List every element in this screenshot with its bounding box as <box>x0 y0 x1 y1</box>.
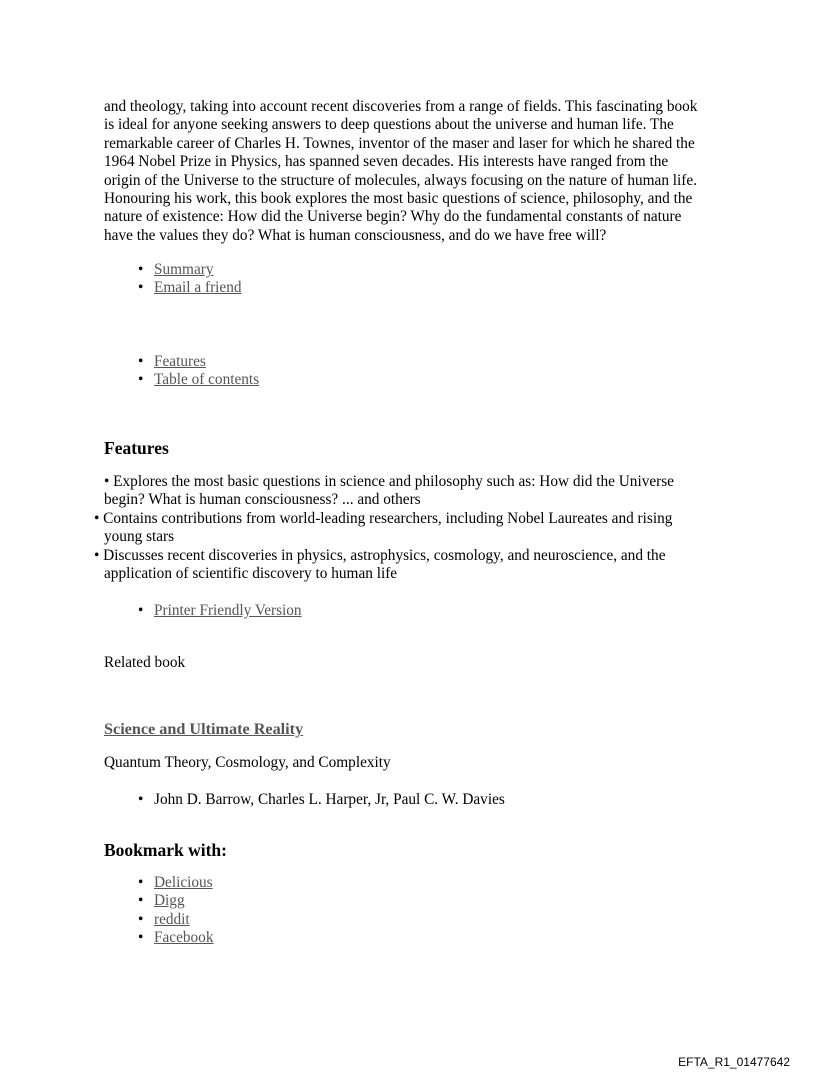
email-a-friend-link[interactable]: Email a friend <box>154 279 242 297</box>
intro-line: remarkable career of Charles H. Townes, inventor of the maser and laser for which he shared the <box>104 134 695 152</box>
feature-line: • Contains contributions from world-leading researchers, including Nobel Laureates and rising <box>94 509 673 527</box>
printer-friendly-link[interactable]: Printer Friendly Version <box>154 602 302 619</box>
summary-link[interactable]: Summary <box>154 261 214 278</box>
related-book-title <box>104 720 303 738</box>
related-book-link[interactable]: Science and Ultimate Reality <box>104 720 304 738</box>
printer-nav <box>138 602 302 620</box>
intro-paragraph <box>104 98 729 245</box>
nav-item-printer <box>138 602 302 620</box>
intro-line: 1964 Nobel Prize in Physics, has spanned seven decades. His interests have ranged from the <box>104 153 669 171</box>
features-heading: Features <box>104 438 169 458</box>
features-link[interactable]: Features <box>154 353 206 370</box>
bookmark-item <box>138 929 213 947</box>
intro-line: have the values they do? What is human consciousness, and do we have free will? <box>104 226 607 244</box>
feature-line: • Explores the most basic questions in science and philosophy such as: How did the Universe <box>104 473 674 490</box>
intro-line: nature of existence: How did the Universe begin? Why do the fundamental constants of nature <box>104 208 682 226</box>
feature-line: young stars <box>104 528 175 546</box>
nav-item-features <box>138 353 259 371</box>
related-book-subtitle: Quantum Theory, Cosmology, and Complexity <box>104 754 391 771</box>
feature-line: application of scientific discovery to human life <box>104 565 398 583</box>
intro-line: origin of the Universe to the structure of molecules, always focusing on the nature of human life. <box>104 171 698 189</box>
bookmark-item <box>138 874 213 892</box>
bookmark-item <box>138 911 213 929</box>
facebook-link[interactable]: Facebook <box>154 929 214 947</box>
table-of-contents-link[interactable]: Table of contents <box>154 371 260 389</box>
digg-link[interactable]: Digg <box>154 892 185 910</box>
intro-line: and theology, taking into account recent discoveries from a range of fields. This fascinating book <box>104 98 698 115</box>
related-book-label: Related book <box>104 654 186 671</box>
reddit-link[interactable]: reddit <box>154 910 190 928</box>
delicious-link[interactable]: Delicious <box>154 874 213 891</box>
document-id: EFTA_R1_01477642 <box>678 1055 790 1069</box>
feature-line: • Discusses recent discoveries in physics, astrophysics, cosmology, and neuroscience, and the <box>94 546 666 564</box>
nav-item-summary <box>138 261 242 279</box>
authors-item: • John D. Barrow, Charles L. Harper, Jr, Paul C. W. Davies <box>138 791 505 809</box>
nav-item-toc <box>138 371 259 389</box>
intro-line: Honouring his work, this book explores the most basic questions of science, philosophy, and the <box>104 190 693 208</box>
bookmark-heading: Bookmark with: <box>104 840 227 860</box>
authors-list <box>138 791 505 809</box>
nav-item-email <box>138 279 242 297</box>
bookmark-list <box>138 874 213 948</box>
bookmark-item <box>138 892 213 910</box>
intro-line: is ideal for anyone seeking answers to deep questions about the universe and human life. The <box>104 116 674 134</box>
feature-line: begin? What is human consciousness? ... and others <box>104 491 421 509</box>
summary-nav <box>138 261 242 298</box>
section-nav <box>138 353 259 390</box>
features-list <box>94 473 734 583</box>
